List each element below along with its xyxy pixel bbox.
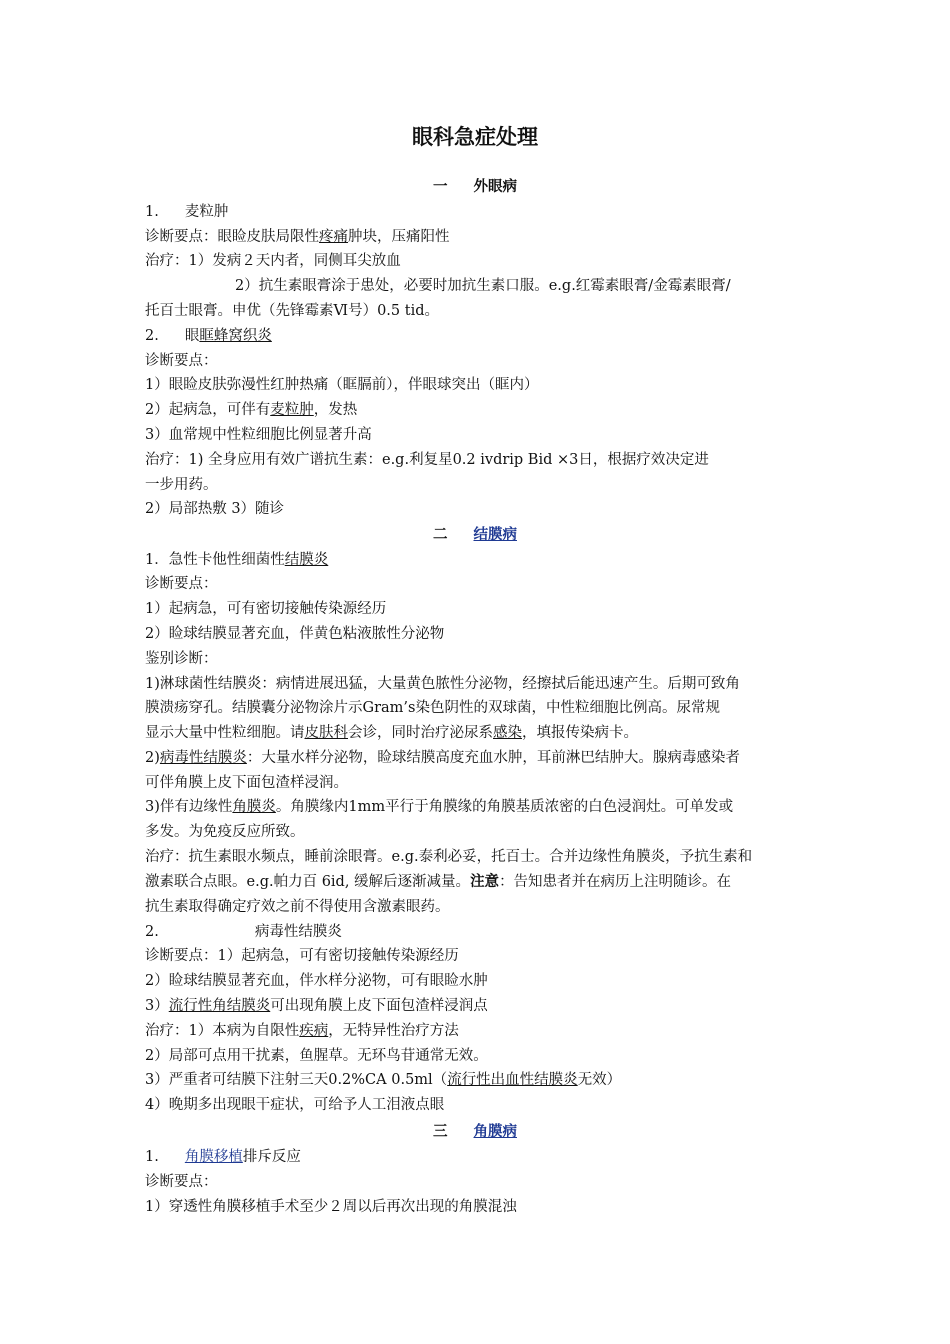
paragraph-line: 显示大量中性粒细胞。请皮肤科会诊，同时治疗泌尿系感染，填报传染病卡。 [145, 725, 638, 741]
paragraph-line: 1）穿透性角膜移植手术至少２周以后再次出现的角膜混浊 [145, 1199, 517, 1215]
paragraph-line: 治疗：1）本病为自限性疾病，无特异性治疗方法 [145, 1023, 459, 1039]
paragraph-line: 3)伴有边缘性角膜炎。角膜缘内1mm平行于角膜缘的角膜基质浓密的白色浸润灶。可单发或 [145, 799, 734, 815]
paragraph-line: 1)淋球菌性结膜炎：病情进展迅猛，大量黄色脓性分泌物，经擦拭后能迅速产生。后期可致角 [145, 676, 740, 692]
paragraph-line: 可伴角膜上皮下面包渣样浸润。 [145, 775, 348, 791]
paragraph-line: 2）起病急，可伴有麦粒肿，发热 [145, 402, 358, 418]
paragraph-line: 多发。为免疫反应所致。 [145, 824, 305, 840]
paragraph-line: 诊断要点：1）起病急，可有密切接触传染源经历 [145, 948, 459, 964]
paragraph-line: 膜溃疡穿孔。结膜囊分泌物涂片示Gram’s染色阴性的双球菌，中性粒细胞比例高。尿常规 [145, 700, 720, 716]
paragraph-line: 治疗：1) 全身应用有效广谱抗生素：e.g.利复星0.2 ivdrip Bid ×3日，根据疗效决定进 [145, 452, 709, 468]
section-number: 二 [433, 526, 448, 543]
paragraph-line: 1）眼睑皮肤弥漫性红肿热痛（眶膈前），伴眼球突出（眶内） [145, 377, 539, 393]
paragraph-line: 托百士眼膏。申优（先锋霉素Ⅵ号）0.5 tid。 [145, 303, 439, 319]
paragraph-line: 2）局部可点用干扰素，鱼腥草。无环鸟苷通常无效。 [145, 1048, 488, 1064]
corneal-transplant-link[interactable]: 角膜移植 [184, 1149, 243, 1165]
paragraph-line: 诊断要点： [145, 353, 218, 369]
paragraph-line: 4）晚期多出现眼干症状，可给予人工泪液点眼 [145, 1097, 445, 1113]
section-number: 一 [433, 178, 448, 195]
paragraph-line: 2. 病毒性结膜炎 [145, 924, 342, 940]
section-link[interactable]: 角膜病 [473, 1123, 517, 1140]
paragraph-line: 诊断要点：眼睑皮肤局限性疼痛肿块，压痛阳性 [145, 229, 450, 245]
paragraph-line: 2）抗生素眼膏涂于患处，必要时加抗生素口服。e.g.红霉素眼膏/金霉素眼膏/ [235, 278, 731, 294]
paragraph-line: 2)病毒性结膜炎：大量水样分泌物，睑球结膜高度充血水肿，耳前淋巴结肿大。腺病毒感染者 [145, 750, 740, 766]
paragraph-line: 诊断要点： [145, 576, 218, 592]
paragraph-line: 2）睑球结膜显著充血，伴黄色粘液脓性分泌物 [145, 626, 445, 642]
section-name: 外眼病 [473, 178, 517, 195]
paragraph-line: 诊断要点： [145, 1174, 218, 1190]
paragraph-line: 3）严重者可结膜下注射三天0.2%CA 0.5ml（流行性出血性结膜炎无效） [145, 1072, 622, 1088]
section-number: 三 [433, 1123, 448, 1140]
document-title: 眼科急症处理 [412, 125, 538, 149]
paragraph-line: 2. 眼眶蜂窝织炎 [145, 328, 272, 344]
section-heading-1 [0, 177, 950, 197]
paragraph-line: 激素联合点眼。e.g.帕力百 6id, 缓解后逐渐减量。注意：告知患者并在病历上注明随诊。在 [145, 873, 732, 890]
section-heading-2 [0, 525, 950, 545]
section-link[interactable]: 结膜病 [473, 526, 517, 543]
paragraph-line: 一步用药。 [145, 477, 218, 493]
section-heading-3 [0, 1122, 950, 1142]
paragraph-line: 鉴别诊断： [145, 651, 218, 667]
paragraph-line: 2）睑球结膜显著充血，伴水样分泌物，可有眼睑水肿 [145, 973, 488, 989]
paragraph-line: 治疗：1）发病２天内者，同侧耳尖放血 [145, 253, 401, 269]
paragraph-line: 2）局部热敷 3）随诊 [145, 501, 285, 517]
paragraph-line: 3）流行性角结膜炎可出现角膜上皮下面包渣样浸润点 [145, 998, 488, 1014]
paragraph-line: 1. 麦粒肿 [145, 204, 229, 220]
paragraph-line: 1. 角膜移植排斥反应 [145, 1149, 301, 1165]
paragraph-line: 1．急性卡他性细菌性结膜炎 [145, 552, 329, 568]
paragraph-line: 3）血常规中性粒细胞比例显著升高 [145, 427, 372, 443]
paragraph-line: 治疗：抗生素眼水频点，睡前涂眼膏。e.g.泰利必妥，托百士。合并边缘性角膜炎，予抗生素和 [145, 849, 753, 865]
paragraph-line: 1）起病急，可有密切接触传染源经历 [145, 601, 387, 617]
paragraph-line: 抗生素取得确定疗效之前不得使用含激素眼药。 [145, 899, 450, 915]
